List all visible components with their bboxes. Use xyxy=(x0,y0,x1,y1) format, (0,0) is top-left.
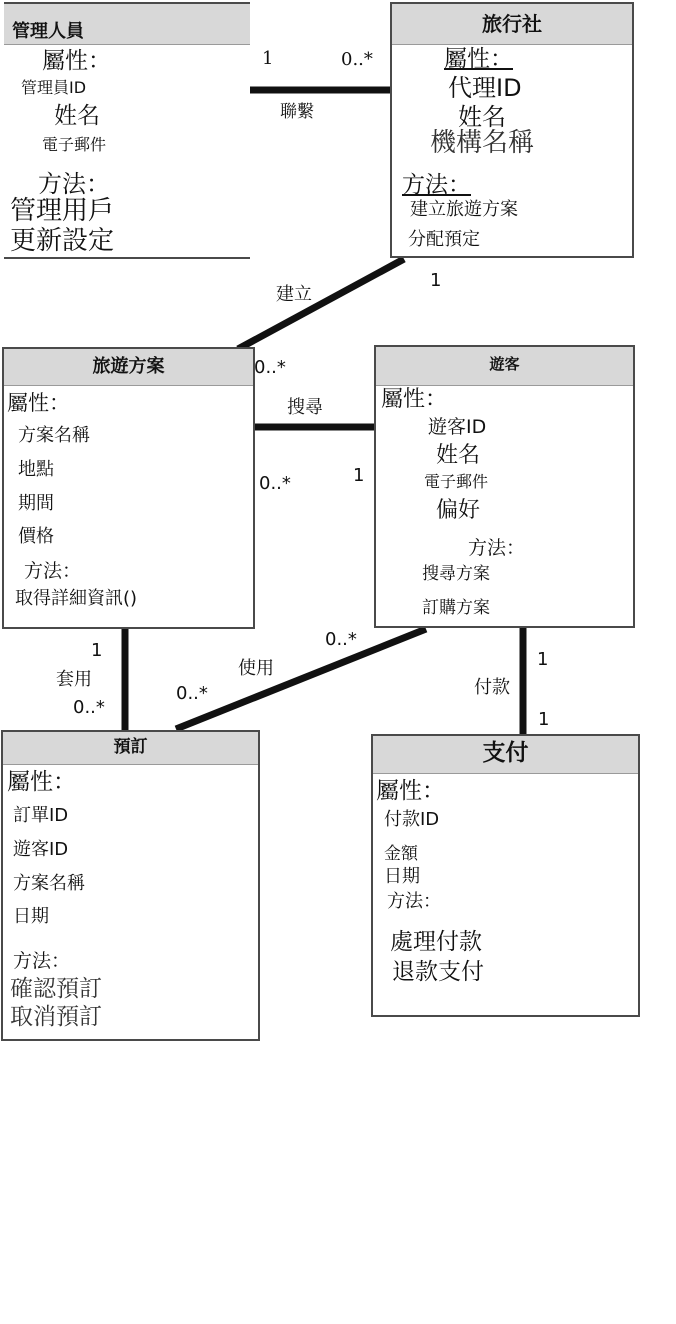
class-booking-attribute: 方案名稱 xyxy=(13,873,85,894)
class-package-method: 取得詳細資訊() xyxy=(15,588,138,609)
package-traveler-mult-to: 1 xyxy=(353,465,365,486)
class-booking-method: 取消預訂 xyxy=(10,1004,102,1030)
traveler-payment-mult-to: 1 xyxy=(538,709,550,730)
class-agency[interactable] xyxy=(390,2,634,258)
class-package[interactable] xyxy=(2,347,255,629)
agency-package-line xyxy=(238,259,404,349)
class-package-attribute: 期間 xyxy=(18,493,54,514)
class-traveler-methods-label: 方法： xyxy=(468,537,526,559)
class-admin-attributes-label: 屬性： xyxy=(42,48,111,74)
class-admin-attribute: 電子郵件 xyxy=(42,135,107,154)
traveler-booking-line xyxy=(176,629,426,729)
package-traveler-mult-from: 0..* xyxy=(259,473,291,494)
agency-package-mult-from: 1 xyxy=(430,270,442,291)
class-booking-methods-label: 方法： xyxy=(13,950,71,972)
class-traveler-attribute: 姓名 xyxy=(436,443,481,468)
class-admin-attribute: 管理員ID xyxy=(21,78,87,97)
class-payment-attribute: 金額 xyxy=(384,844,418,864)
traveler-booking-label: 使用 xyxy=(238,658,274,679)
class-payment-methods-label: 方法： xyxy=(387,891,441,912)
class-package-attribute: 地點 xyxy=(18,459,54,480)
class-traveler-method: 訂購方案 xyxy=(422,598,490,618)
class-admin-header xyxy=(4,4,250,45)
package-traveler-label: 搜尋 xyxy=(287,397,323,418)
class-booking-method: 確認預訂 xyxy=(10,976,102,1002)
class-booking-attribute: 遊客ID xyxy=(13,839,69,860)
admin-agency-label: 聯繫 xyxy=(280,102,314,122)
package-booking-mult-from: 1 xyxy=(91,640,103,661)
class-package-header xyxy=(4,349,253,386)
class-package-name: 旅遊方案 xyxy=(92,356,165,377)
class-booking-header xyxy=(3,732,258,765)
class-admin-name: 管理人員 xyxy=(12,21,84,42)
class-traveler-attribute: 偏好 xyxy=(436,498,481,523)
class-traveler-name: 遊客 xyxy=(489,355,520,373)
class-agency-method: 分配預定 xyxy=(408,229,480,250)
class-payment-method: 處理付款 xyxy=(390,929,482,955)
class-admin-method: 管理用戶 xyxy=(10,196,115,226)
class-package-methods-label: 方法： xyxy=(24,560,82,582)
traveler-payment-mult-from: 1 xyxy=(537,649,549,670)
class-agency-attribute: 代理ID xyxy=(448,74,522,102)
class-booking-name: 預訂 xyxy=(113,737,148,757)
class-payment-attributes-label: 屬性： xyxy=(376,778,445,804)
class-agency-methods-label: 方法： xyxy=(402,172,471,198)
class-admin-attribute: 姓名 xyxy=(54,103,100,129)
class-payment-attribute: 付款ID xyxy=(384,809,440,830)
agency-package-label: 建立 xyxy=(276,284,312,305)
class-agency-attribute: 機構名稱 xyxy=(430,128,535,158)
class-payment-header xyxy=(373,736,638,774)
traveler-booking-mult-from: 0..* xyxy=(325,629,357,650)
class-booking-attributes-label: 屬性： xyxy=(7,769,76,795)
class-traveler-attribute: 遊客ID xyxy=(428,416,487,438)
class-traveler[interactable] xyxy=(374,345,635,628)
package-booking-mult-to: 0..* xyxy=(73,697,105,718)
traveler-booking-mult-to: 0..* xyxy=(176,683,208,704)
class-admin-method: 更新設定 xyxy=(10,226,115,256)
class-booking-attribute: 日期 xyxy=(13,906,49,927)
class-traveler-header xyxy=(376,347,633,386)
class-booking[interactable] xyxy=(1,730,260,1041)
class-package-attribute: 價格 xyxy=(18,526,54,547)
class-payment-method: 退款支付 xyxy=(392,959,484,985)
class-agency-name: 旅行社 xyxy=(482,12,542,36)
class-agency-attribute: 姓名 xyxy=(458,103,506,131)
agency-package-mult-to: 0..* xyxy=(254,357,286,378)
class-package-attribute: 方案名稱 xyxy=(18,425,90,446)
class-agency-header xyxy=(392,4,632,45)
class-agency-attributes-label: 屬性： xyxy=(444,46,513,72)
class-traveler-attribute: 電子郵件 xyxy=(424,472,489,491)
traveler-payment-label: 付款 xyxy=(474,677,510,698)
class-admin[interactable] xyxy=(4,2,250,259)
class-payment[interactable] xyxy=(371,734,640,1017)
class-traveler-attributes-label: 屬性： xyxy=(381,387,448,412)
class-admin-methods-label: 方法： xyxy=(38,170,110,198)
class-package-attributes-label: 屬性： xyxy=(7,391,70,415)
admin-agency-mult-from: 1 xyxy=(262,48,274,69)
class-traveler-method: 搜尋方案 xyxy=(422,564,490,584)
class-payment-attribute: 日期 xyxy=(384,866,420,887)
class-booking-attribute: 訂單ID xyxy=(13,805,69,826)
class-payment-name: 支付 xyxy=(482,740,529,766)
package-booking-label: 套用 xyxy=(56,669,92,690)
class-agency-method: 建立旅遊方案 xyxy=(410,199,518,220)
admin-agency-mult-to: 0..* xyxy=(341,49,373,70)
